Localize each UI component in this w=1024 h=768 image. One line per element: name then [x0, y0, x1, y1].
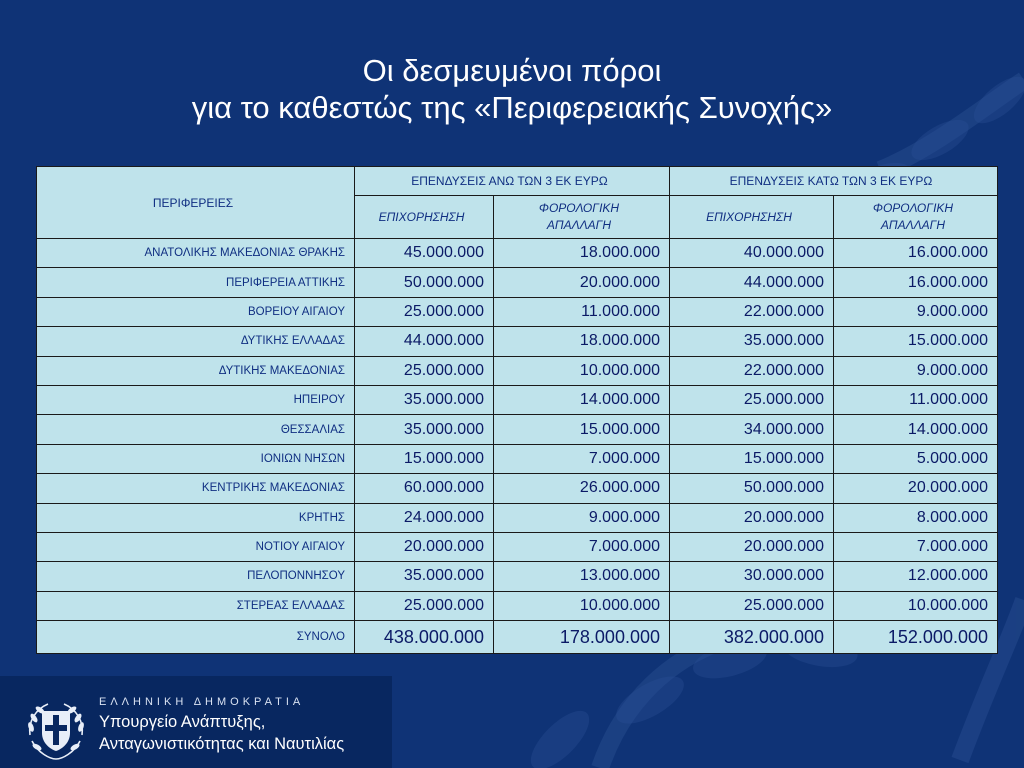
total-above-subsidy: 438.000.000 [355, 621, 494, 654]
region-name: ΑΝΑΤΟΛΙΚΗΣ ΜΑΚΕΔΟΝΙΑΣ ΘΡΑΚΗΣ [37, 239, 355, 268]
below-subsidy-value: 30.000.000 [670, 562, 834, 591]
above-subsidy-value: 24.000.000 [355, 503, 494, 532]
above-tax-value: 7.000.000 [494, 444, 670, 473]
below-tax-value: 15.000.000 [834, 327, 998, 356]
header-investments-above: ΕΠΕΝΔΥΣΕΙΣ ΑΝΩ ΤΩΝ 3 ΕΚ ΕΥΡΩ [355, 167, 670, 196]
below-subsidy-value: 20.000.000 [670, 532, 834, 561]
title-line-2: για το καθεστώς της «Περιφερειακής Συνοχής» [191, 90, 833, 125]
above-subsidy-value: 60.000.000 [355, 474, 494, 503]
region-name: ΣΤΕΡΕΑΣ ΕΛΛΑΔΑΣ [37, 591, 355, 620]
title-line-1: Οι δεσμευμένοι πόροι [362, 53, 662, 88]
below-tax-value: 14.000.000 [834, 415, 998, 444]
below-subsidy-value: 20.000.000 [670, 503, 834, 532]
above-tax-value: 9.000.000 [494, 503, 670, 532]
above-subsidy-value: 35.000.000 [355, 415, 494, 444]
table-row [37, 532, 998, 561]
slide-title [0, 52, 1024, 126]
table-row [37, 444, 998, 473]
below-tax-value: 10.000.000 [834, 591, 998, 620]
subheader-subsidy-above: ΕΠΙΧΟΡΗΣΗΣΗ [355, 196, 494, 239]
footer-ministry-band [0, 676, 392, 768]
below-subsidy-value: 34.000.000 [670, 415, 834, 444]
table-row [37, 415, 998, 444]
above-tax-value: 15.000.000 [494, 415, 670, 444]
region-name: ΔΥΤΙΚΗΣ ΕΛΛΑΔΑΣ [37, 327, 355, 356]
ministry-name-line2: Ανταγωνιστικότητας και Ναυτιλίας [99, 735, 345, 753]
above-subsidy-value: 25.000.000 [355, 297, 494, 326]
above-tax-value: 13.000.000 [494, 562, 670, 591]
region-name: ΠΕΛΟΠΟΝΝΗΣΟΥ [37, 562, 355, 591]
below-subsidy-value: 15.000.000 [670, 444, 834, 473]
region-name: ΒΟΡΕΙΟΥ ΑΙΓΑΙΟΥ [37, 297, 355, 326]
below-tax-value: 9.000.000 [834, 297, 998, 326]
table-row [37, 356, 998, 385]
below-tax-value: 9.000.000 [834, 356, 998, 385]
above-subsidy-value: 45.000.000 [355, 239, 494, 268]
below-tax-value: 11.000.000 [834, 385, 998, 414]
below-tax-value: 16.000.000 [834, 268, 998, 297]
subheader-tax-below [834, 196, 998, 239]
region-name: ΗΠΕΙΡΟΥ [37, 385, 355, 414]
header-investments-below: ΕΠΕΝΔΥΣΕΙΣ ΚΑΤΩ ΤΩΝ 3 ΕΚ ΕΥΡΩ [670, 167, 998, 196]
region-name: ΔΥΤΙΚΗΣ ΜΑΚΕΔΟΝΙΑΣ [37, 356, 355, 385]
above-subsidy-value: 50.000.000 [355, 268, 494, 297]
below-subsidy-value: 25.000.000 [670, 591, 834, 620]
below-subsidy-value: 25.000.000 [670, 385, 834, 414]
subheader-tax-line1: ΦΟΡΟΛΟΓΙΚΗ [538, 201, 620, 215]
region-name: ΚΡΗΤΗΣ [37, 503, 355, 532]
below-subsidy-value: 50.000.000 [670, 474, 834, 503]
region-name: ΠΕΡΙΦΕΡΕΙΑ ΑΤΤΙΚΗΣ [37, 268, 355, 297]
table-row [37, 562, 998, 591]
below-subsidy-value: 40.000.000 [670, 239, 834, 268]
republic-label: ΕΛΛΗΝΙΚΗ ΔΗΜΟΚΡΑΤΙΑ [99, 696, 305, 708]
below-tax-value: 16.000.000 [834, 239, 998, 268]
above-subsidy-value: 15.000.000 [355, 444, 494, 473]
header-regions: ΠΕΡΙΦΕΡΕΙΕΣ [37, 167, 355, 239]
below-tax-value: 5.000.000 [834, 444, 998, 473]
above-subsidy-value: 35.000.000 [355, 385, 494, 414]
greek-coat-of-arms-icon [22, 695, 90, 763]
region-name: ΙΟΝΙΩΝ ΝΗΣΩΝ [37, 444, 355, 473]
total-below-tax: 152.000.000 [834, 621, 998, 654]
above-tax-value: 20.000.000 [494, 268, 670, 297]
table-row [37, 591, 998, 620]
total-above-tax: 178.000.000 [494, 621, 670, 654]
table-row [37, 268, 998, 297]
above-tax-value: 26.000.000 [494, 474, 670, 503]
total-below-subsidy: 382.000.000 [670, 621, 834, 654]
below-tax-value: 8.000.000 [834, 503, 998, 532]
above-subsidy-value: 25.000.000 [355, 356, 494, 385]
table-row [37, 327, 998, 356]
above-subsidy-value: 35.000.000 [355, 562, 494, 591]
subheader-subsidy-below: ΕΠΙΧΟΡΗΣΗΣΗ [670, 196, 834, 239]
table-row [37, 385, 998, 414]
above-tax-value: 18.000.000 [494, 327, 670, 356]
subheader-tax-line2: ΑΠΑΛΛΑΓΗ [880, 218, 946, 232]
above-tax-value: 10.000.000 [494, 356, 670, 385]
above-tax-value: 10.000.000 [494, 591, 670, 620]
above-tax-value: 7.000.000 [494, 532, 670, 561]
below-tax-value: 20.000.000 [834, 474, 998, 503]
total-label: ΣΥΝΟΛΟ [37, 621, 355, 654]
below-tax-value: 7.000.000 [834, 532, 998, 561]
table-row [37, 297, 998, 326]
region-name: ΚΕΝΤΡΙΚΗΣ ΜΑΚΕΔΟΝΙΑΣ [37, 474, 355, 503]
below-subsidy-value: 22.000.000 [670, 356, 834, 385]
above-tax-value: 18.000.000 [494, 239, 670, 268]
region-name: ΘΕΣΣΑΛΙΑΣ [37, 415, 355, 444]
above-subsidy-value: 20.000.000 [355, 532, 494, 561]
above-subsidy-value: 25.000.000 [355, 591, 494, 620]
ministry-name-line1: Υπουργείο Ανάπτυξης, [99, 713, 266, 731]
table-header-row [37, 167, 998, 196]
region-name: ΝΟΤΙΟΥ ΑΙΓΑΙΟΥ [37, 532, 355, 561]
below-tax-value: 12.000.000 [834, 562, 998, 591]
above-subsidy-value: 44.000.000 [355, 327, 494, 356]
subheader-tax-above [494, 196, 670, 239]
below-subsidy-value: 35.000.000 [670, 327, 834, 356]
table-row [37, 474, 998, 503]
subheader-tax-line2: ΑΠΑΛΛΑΓΗ [546, 218, 612, 232]
table-row [37, 503, 998, 532]
below-subsidy-value: 22.000.000 [670, 297, 834, 326]
table-total-row [37, 621, 998, 654]
table-row [37, 239, 998, 268]
above-tax-value: 11.000.000 [494, 297, 670, 326]
below-subsidy-value: 44.000.000 [670, 268, 834, 297]
allocation-table [36, 166, 998, 654]
above-tax-value: 14.000.000 [494, 385, 670, 414]
subheader-tax-line1: ΦΟΡΟΛΟΓΙΚΗ [872, 201, 954, 215]
